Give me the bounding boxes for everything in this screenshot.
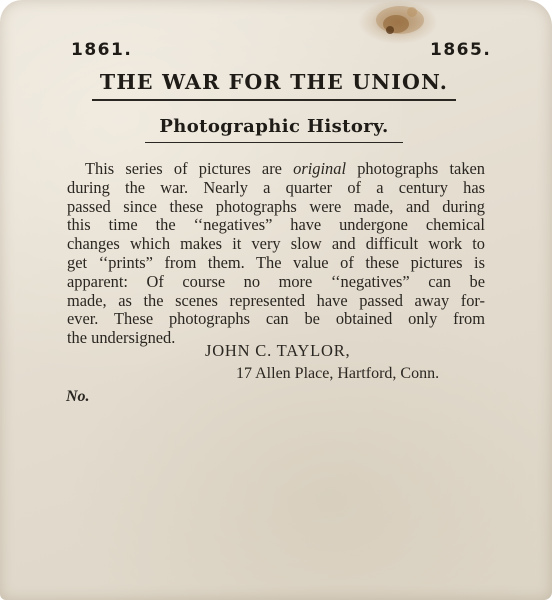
body-line: passed since these photographs were made, and during [67,196,485,216]
year-start: 1861. [71,40,133,60]
body-line: made, as the scenes represented have passed away for- [67,290,485,310]
signature-name: JOHN C. TAYLOR, [205,341,351,360]
body-line: changes which makes it very slow and difficult work to [67,234,485,254]
body-line: get ‘‘prints” from them. The value of these pictures is [67,252,485,272]
body-line: apparent: Of course no more ‘‘negatives” can be [67,271,485,291]
card-title: THE WAR FOR THE UNION. [99,70,449,94]
title-underline [92,99,456,101]
body-line: during the war. Nearly a quarter of a century has [67,177,485,197]
body-line: This series of pictures are original photographs taken [85,159,485,178]
card-subtitle: Photographic History. [159,116,389,137]
subtitle-underline [145,142,403,143]
body-line: this time the ‘‘negatives” have undergone chemical [67,215,485,235]
stain-mark [372,2,428,42]
body-line: the undersigned. [67,328,176,348]
signature-address: 17 Allen Place, Hartford, Conn. [236,365,440,382]
body-paragraph [67,160,485,348]
number-label: No. [66,388,90,405]
body-line: ever. These photographs can be obtained only from [67,309,485,329]
year-end: 1865. [430,40,492,60]
